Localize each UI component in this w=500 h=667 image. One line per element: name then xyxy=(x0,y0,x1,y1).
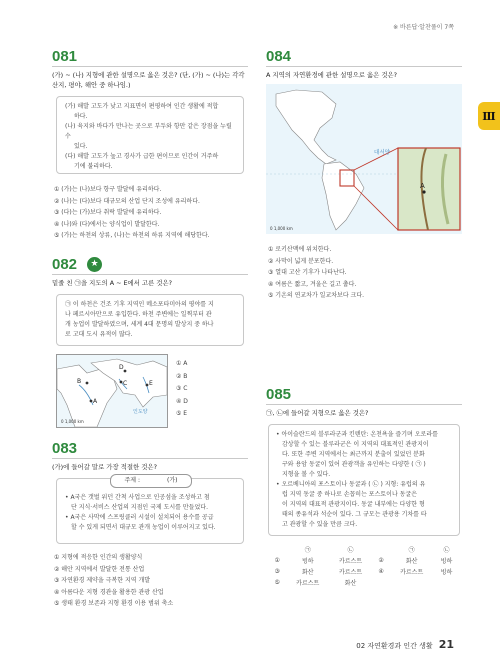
choice[interactable]: ⑤ E xyxy=(176,410,188,417)
sea-label: 인도양 xyxy=(133,409,148,415)
answer-table xyxy=(268,544,460,588)
choice[interactable]: ④ 여름은 짧고, 겨울은 길고 춥다. xyxy=(268,280,357,288)
map-label: C xyxy=(123,380,128,387)
choice-list xyxy=(54,552,173,610)
table-row[interactable]: ① 빙하 카르스트 ② 화산 빙하 xyxy=(274,557,453,565)
table-header: ㉠ ㉡ ㉠ ㉡ xyxy=(304,547,450,554)
passage-box: • 아이슬란드의 블루라군과 킨텐탄: 온천욕을 즐기며 오로라를 감상할 수 있는 블루라군은 이 지역의 대표적인 관광지이 다. 또한 주변 지역에서는 최근까지 분출이 있었던 분화 구와 용암 동굴이 있어 관광객을 유인하는 다양한 ( ㉠ ) 지형을 볼 수 있다. • 오르베니아의 포스토이나 동굴과 ( ㉡ ) 지형: 유럽의 유 럽 지역 동굴 중 하나로 손꼽히는 포스토이나 동굴은 이 지역의 대표적 관광지이다. 동굴 내부에는 다양한 형 태의 종유석과 석순이 있다. 그 규모는 관광용 기차를 타 고 관광할 수 있을 만큼 크다. xyxy=(268,424,460,536)
ocean-label: 대서양 xyxy=(374,150,390,156)
choice[interactable]: ① 로키산맥에 위치한다. xyxy=(268,246,332,253)
choice[interactable]: ⑤ (가)는 하천의 상류, (나)는 하천의 하류 지역에 해당한다. xyxy=(54,232,210,239)
map-scale: 0 1,000 km xyxy=(270,226,293,231)
question-text: ㉠, ㉡에 들어갈 지형으로 옳은 것은? xyxy=(266,409,369,417)
choice[interactable]: ③ 열대 고산 기후가 나타난다. xyxy=(268,269,347,276)
choice[interactable]: ② (나)는 (다)보다 대규모의 산업 단지 조성에 유리하다. xyxy=(54,197,200,205)
page-number: 21 xyxy=(438,638,454,651)
page-footer xyxy=(356,638,454,651)
question-text: (가)에 들어갈 말로 가장 적절한 것은? xyxy=(52,463,157,471)
answer-hint: ※ 바른답·알찬풀이 7쪽 xyxy=(393,24,454,31)
divider xyxy=(266,404,462,405)
question-number: 085 xyxy=(266,386,292,403)
star-icon: ★ xyxy=(87,257,102,272)
chapter-title: 02 자연환경과 인간 생활 xyxy=(356,642,433,650)
passage-box: (가) 해발 고도가 낮고 지표면이 편평하여 인간 생활에 적합 하다. (나) 육지와 바다가 만나는 곳으로 부두와 항만 같은 장점을 누릴 수 있다. (다) 해발 고도가 높고 경사가 급한 편이므로 인간이 거주하 기에 불리하다. xyxy=(56,96,244,174)
choice-list xyxy=(268,244,364,302)
point-label: A xyxy=(420,182,425,190)
table-row[interactable]: ③ 화산 카르스트 ④ 카르스트 빙하 xyxy=(274,568,453,576)
question-number: 084 xyxy=(266,48,292,65)
choice[interactable]: ① (가)는 (나)보다 항구 발달에 유리하다. xyxy=(54,186,162,193)
choice[interactable]: ③ C xyxy=(176,385,188,392)
map-label: D xyxy=(119,364,124,371)
choice[interactable]: ② 해안 지역에서 발달한 전통 산업 xyxy=(54,565,145,573)
choice[interactable]: ① A xyxy=(176,360,188,367)
passage-box: ㉠ 이 하천은 건조 기후 지역인 메소포타미아의 평야를 지 나 페르시아만으로 유입한다. 하천 주변에는 일찍부터 관 개 농업이 발달하였으며, 세계 4대 문명의 발상지 중 하나 로 고대 도시 유적이 많다. xyxy=(56,294,244,346)
choice[interactable]: ③ 자연환경 제약을 극복한 지역 개발 xyxy=(54,577,151,584)
map-label: B xyxy=(77,378,82,385)
table-row[interactable]: ⑤ 카르스트 화산 xyxy=(274,579,357,587)
choice[interactable]: ③ (다)는 (가)보다 취락 발달에 유리하다. xyxy=(54,209,162,216)
map-middle-east xyxy=(56,354,168,428)
choice[interactable]: ① 지형에 적응한 인간의 생활양식 xyxy=(54,554,143,561)
map-label: E xyxy=(149,380,153,387)
choice[interactable]: ⑤ 생태 환경 보존과 지형 환경 이용 범위 축소 xyxy=(54,600,174,607)
map-americas xyxy=(266,84,462,234)
choice[interactable]: ② 사막이 넓게 분포한다. xyxy=(268,257,334,265)
divider xyxy=(52,274,248,275)
question-text: (가) ~ (나) 지형에 관한 설명으로 옳은 것은? (단, (가) ~ (나)는 각각 산지, 평야, 해안 중 하나임.) xyxy=(52,71,245,89)
choice[interactable]: ④ D xyxy=(176,397,188,405)
question-number: 083 xyxy=(52,440,78,457)
unit-tab: Ⅲ xyxy=(478,102,500,130)
choice[interactable]: ④ 아름다운 지형 경관을 활용한 관광 산업 xyxy=(54,588,164,596)
choice[interactable]: ⑤ 기온의 연교차가 일교차보다 크다. xyxy=(268,292,365,299)
question-number: 081 xyxy=(52,48,78,65)
topic-badge: 주제 : (가) xyxy=(110,474,192,488)
question-text: A 지역의 자연환경에 관한 설명으로 옳은 것은? xyxy=(266,71,398,79)
choice-list xyxy=(54,184,210,242)
passage-box: • A국은 갯벌 위던 간척 사업으로 인공섬을 조성하고 첨 단 지식·서비스 산업의 지점인 국제 도시를 만들었다. • A국은 사막에 스프링클러 시설이 설치되어 용수를 공급 할 수 있게 되면서 대규모 관개 농업이 이루어지고 있다. xyxy=(56,478,244,544)
divider xyxy=(52,458,248,459)
map-scale: 0 1,000 km xyxy=(61,419,84,424)
question-number: 082 xyxy=(52,256,78,273)
divider xyxy=(52,66,248,67)
choice-list xyxy=(176,358,188,421)
map-label: A xyxy=(93,398,98,405)
choice[interactable]: ④ (나)와 (다)에서는 양식업이 발달한다. xyxy=(54,220,160,228)
question-text: 밑줄 친 ㉠을 지도의 A ~ E에서 고른 것은? xyxy=(52,279,173,287)
divider xyxy=(266,66,462,67)
choice[interactable]: ② B xyxy=(176,372,188,380)
